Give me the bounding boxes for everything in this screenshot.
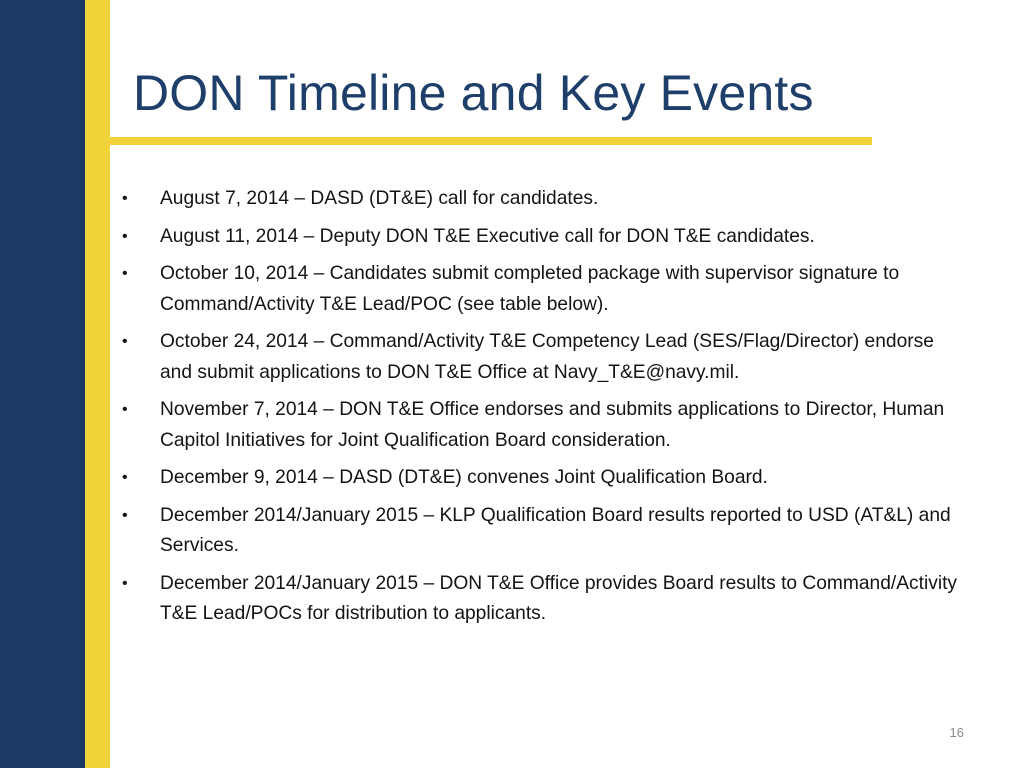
bullet-item-7: [118, 501, 968, 562]
bullet-item-8: [118, 569, 968, 630]
bullet-icon: •: [122, 265, 128, 282]
bullet-icon: •: [122, 333, 128, 350]
bullet-icon: •: [122, 469, 128, 486]
navy-side-band: [0, 0, 85, 768]
bullet-text: August 7, 2014 – DASD (DT&E) call for candidates.: [160, 188, 599, 209]
bullet-item-5: [118, 395, 968, 456]
bullet-item-4: [118, 327, 968, 388]
bullet-text: December 2014/January 2015 – KLP Qualification Board results reported to USD (AT&L) and Services.: [160, 504, 951, 556]
bullet-icon: •: [122, 506, 128, 524]
timeline-bullet-list: [118, 184, 968, 637]
bullet-text: November 7, 2014 – DON T&E Office endorses and submits applications to Director, Human Capitol Initiatives for Joint Qualification Board consideration.: [160, 399, 945, 451]
bullet-icon: •: [122, 401, 128, 418]
bullet-text: December 2014/January 2015 – DON T&E Office provides Board results to Command/Activity T&E Lead/POCs for distribution to applicants.: [160, 572, 958, 624]
bullet-icon: •: [122, 227, 128, 245]
bullet-icon: •: [122, 190, 128, 207]
bullet-text: December 9, 2014 – DASD (DT&E) convenes Joint Qualification Board.: [160, 467, 768, 488]
bullet-item-6: [118, 463, 968, 494]
bullet-text: August 11, 2014 – Deputy DON T&E Executive call for DON T&E candidates.: [160, 225, 815, 247]
bullet-text: October 24, 2014 – Command/Activity T&E Competency Lead (SES/Flag/Director) endorse and submit applications to DON T&E Office at Navy_T&E@navy.mil.: [160, 331, 934, 383]
slide-title: DON Timeline and Key Events: [133, 65, 814, 121]
title-underline: [110, 137, 872, 145]
gold-side-band: [85, 0, 110, 768]
bullet-item-1: [118, 184, 968, 215]
page-number: 16: [949, 725, 964, 740]
bullet-item-3: [118, 259, 968, 320]
bullet-item-2: [118, 222, 968, 253]
bullet-text: October 10, 2014 – Candidates submit completed package with supervisor signature to Command/Activity T&E Lead/POC (see table below).: [160, 263, 900, 315]
bullet-icon: •: [122, 574, 128, 592]
